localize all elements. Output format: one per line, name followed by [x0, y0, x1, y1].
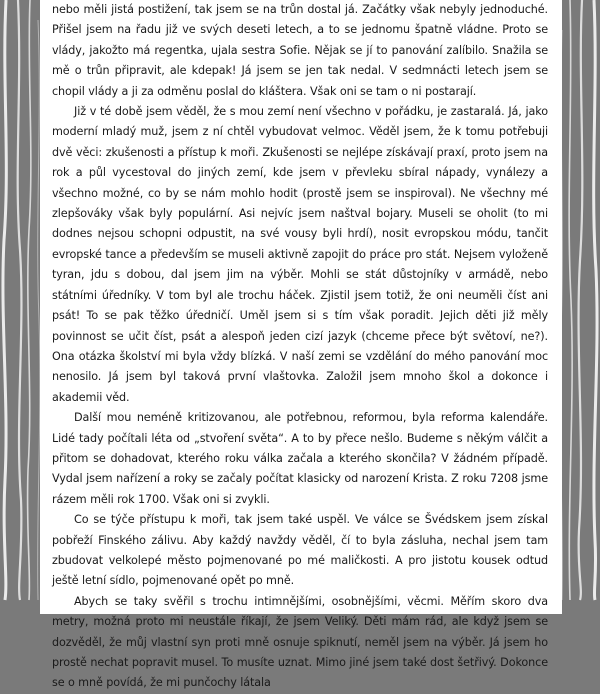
paragraph: Abych se taky svěřil s trochu intimnějšími, osobnějšími, věcmi. Měřím skoro dva metry, možná proto mi neustále říkají, že jsem Veliký. Děti mám rád, ale když jsem se dozvěděl, že můj vlastní syn proti mně osnuje spiknutí, neměl jsem na výběr. Já jsem ho prostě nechat popravit musel. To musíte uznat. Mimo jiné jsem také dost šetřivý. Dokonce se o mně povídá, že mi punčochy látala — [52, 594, 548, 690]
paragraph: nebo měli jistá postižení, tak jsem se na trůn dostal já. Začátky však nebyly jednoduché. Přišel jsem na řadu již ve svých deseti letech, a to se jednomu špatně vládne. Proto se vlády, jakožto má regentka, ujala sestra Sofie. Nějak se jí to panování zalíbilo. Snažila se mě o trůn připravit, ale kdepak! Já jsem se jen tak nedal. V sedmnácti letech jsem se chopil vlády a ji za odměnu poslal do kláštera. Však oni se tam o ni postarají. — [52, 3, 548, 98]
paragraph: Co se týče přístupu k moři, tak jsem také uspěl. Ve válce se Švédskem jsem získal pobřeží Finského zálivu. Aby každý navždy věděl, čí to byla zásluha, nechal jsem tam zbudovat velkolepé město pojmenované po mé maličkosti. A pro jistotu kousek odtud ještě letní sídlo, pojmenované opět po mně. — [52, 513, 548, 588]
paragraph: Již v té době jsem věděl, že s mou zemí není všechno v pořádku, je zastaralá. Já, jako moderní mladý muž, jsem z ní chtěl vybudovat velmoc. Věděl jsem, že k tomu potřebuji dvě věci: zkušenosti a přístup k moři. Zkušenosti se nejlépe získávají praxí, proto jsem na rok a půl vycestoval do jiných zemí, kde jsem v převleku sbíral nápady, vynálezy a všechno možné, co by se nám mohlo hodit (prostě jsem se inspiroval). Ne všechny mé zlepšováky však byly populární. Asi nejvíc jsem naštval bojary. Museli se oholit (to mi dodnes nejsou schopni odpustit, na své vousy byli hrdí), nosit evropskou módu, tančit evropské tance a především se museli aktivně zapojit do práce pro stát. Nejsem vyloženě tyran, jdu s dobou, dal jsem jim na výběr. Mohli se stát důstojníky v armádě, nebo státními úředníky. V tom byl ale trochu háček. Zjistil jsem totiž, že oni neuměli číst ani psát! To se pak těžko úředničí. Uměl jsem si s tím však poradit. Jejich děti již měly povinnost se učit číst, psát a alespoň jeden cizí jazyk (chceme přece být světoví, ne?). Ona otázka školství mi byla vždy blízká. V naší zemi se vzdělání do mého panování moc nenosilo. Já jsem byl taková první vlaštovka. Založil jsem mnoho škol a dokonce i akademii věd. — [52, 105, 548, 404]
document-body-text — [52, 0, 548, 694]
paragraph: Další mou neméně kritizovanou, ale potřebnou, reformou, byla reforma kalendáře. Lidé tady počítali léta od „stvoření světa“. A to by přece nešlo. Budeme s někým válčit a přitom se dohadovat, kterého roku válka začala a kterého skončila? V žádném případě. Vydal jsem nařízení a roky se začaly počítat klasicky od narození Krista. Z roku 7208 jsme rázem měli rok 1700. Však oni si zvykli. — [52, 411, 548, 506]
